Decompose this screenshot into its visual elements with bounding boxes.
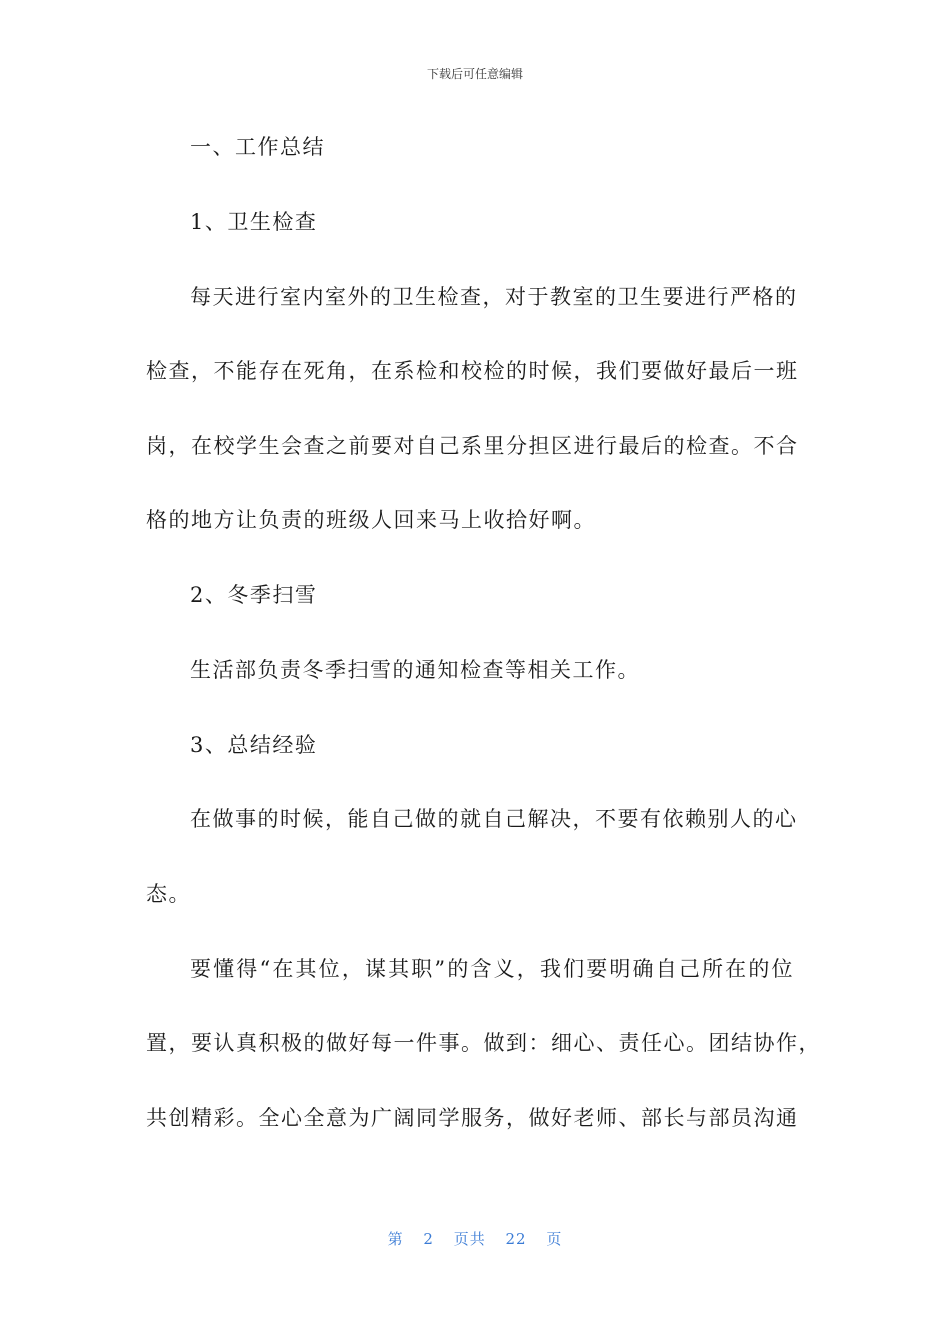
paragraph-line: 在做事的时候，能自己做的就自己解决，不要有依赖别人的心 [190, 807, 798, 831]
subheading-summary-experience: 3、总结经验 [190, 733, 318, 757]
footer-page-total: 22 [505, 1230, 527, 1248]
paragraph-line: 要懂得“在其位，谋其职”的含义，我们要明确自己所在的位 [190, 957, 794, 981]
paragraph-line: 生活部负责冬季扫雪的通知检查等相关工作。 [190, 658, 640, 682]
page-header-note: 下载后可任意编辑 [426, 67, 523, 81]
paragraph-line: 格的地方让负责的班级人回来马上收拾好啊。 [146, 508, 596, 532]
paragraph-line: 岗，在校学生会查之前要对自己系里分担区进行最后的检查。不合 [146, 434, 799, 458]
footer-page-prefix: 第 [387, 1230, 404, 1248]
footer-page-mid: 页共 [453, 1230, 486, 1248]
footer-page-suffix: 页 [546, 1230, 563, 1248]
subheading-hygiene-check: 1、卫生检查 [190, 210, 318, 234]
paragraph-line: 态。 [146, 882, 191, 906]
page-number-footer [0, 1229, 950, 1249]
paragraph-line: 置，要认真积极的做好每一件事。做到：细心、责任心。团结协作， [146, 1031, 821, 1055]
footer-page-current: 2 [423, 1230, 434, 1248]
section-heading-work-summary: 一、工作总结 [190, 135, 325, 159]
paragraph-line: 检查，不能存在死角，在系检和校检的时候，我们要做好最后一班 [146, 359, 799, 383]
paragraph-line: 每天进行室内室外的卫生检查，对于教室的卫生要进行严格的 [190, 285, 798, 309]
subheading-winter-snow: 2、冬季扫雪 [190, 583, 318, 607]
paragraph-line: 共创精彩。全心全意为广阔同学服务，做好老师、部长与部员沟通 [146, 1106, 799, 1130]
